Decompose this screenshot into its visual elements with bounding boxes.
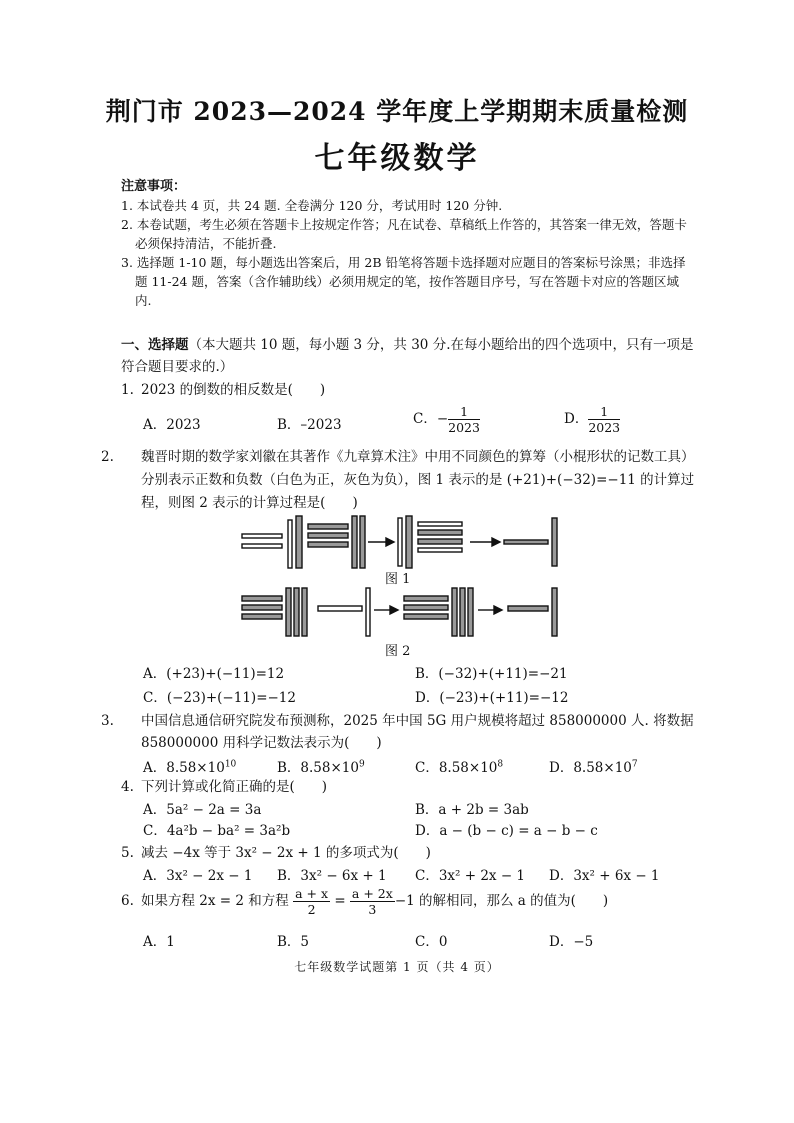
question-number: 6.: [121, 893, 134, 909]
option-a: A．$8.58\times 10^{10}$: [143, 759, 237, 776]
question-stem: 魏晋时期的数学家刘徽在其著作《九章算术注》中用不同颜色的算筹（小棍形状的记数工具）分别表示正数和负数（白色为正，灰色为负），图 1 表示的是 (+21)+(−32)=−11 的计算过程，则图 2 表示的计算过程是( ): [141, 449, 695, 511]
question-stem: 减去 −4x 等于 3x² − 2x + 1 的多项式为( ): [141, 845, 431, 861]
question-number: 4.: [121, 779, 134, 795]
question-stem: 下列计算或化简正确的是( ): [141, 779, 328, 795]
exam-title: 荆门市 2023—2024 学年度上学期期末质量检测: [105, 97, 689, 126]
subject-title: 七年级数学: [314, 141, 480, 176]
question-2-options-row2: [143, 686, 703, 708]
notes-heading: 注意事项：: [121, 179, 187, 194]
question-number: 2.: [101, 449, 114, 465]
fraction: $\frac{1}{2023}$: [588, 404, 621, 435]
fraction: $\frac{a + x}{2}$: [295, 886, 329, 917]
question-number: 3.: [101, 713, 114, 729]
option-b: B．$8.58\times 10^9$: [277, 759, 365, 776]
section-desc: （本大题共 10 题，每小题 3 分，共 30 分.在每小题给出的四个选项中，只有一项是符合题目要求的.）: [121, 337, 694, 375]
option-c: C．0: [415, 934, 448, 950]
question-4-options-row2: [143, 819, 703, 841]
figure-2-caption: 图 2: [385, 644, 411, 659]
question-number: 1.: [121, 382, 134, 398]
option-b: B．–2023: [277, 417, 342, 433]
fraction: $\frac{1}{2023}$: [448, 404, 480, 435]
option-c: C．3x² + 2x − 1: [415, 868, 526, 884]
option-d: D．−5: [549, 934, 594, 950]
note-item: 2. 本卷试题，考生必须在答题卡上按规定作答；凡在试卷、草稿纸上作答的，其答案一律无效，答题卡必须保持清洁，不能折叠.: [121, 217, 687, 251]
question-stem: 中国信息通信研究院发布预测称，2025 年中国 5G 用户规模将超过 858000000 人. 将数据 858000000 用科学记数法表示为( ): [141, 713, 694, 751]
question-stem: 2023 的倒数的相反数是( ): [141, 382, 326, 398]
option-b: B．(−32)+(+11)=−21: [415, 666, 568, 682]
fraction: $\frac{a + 2x}{3}$: [351, 886, 393, 917]
option-a: A．5a² − 2a = 3a: [143, 802, 262, 818]
question-5: [121, 842, 701, 864]
question-3-options: [143, 756, 703, 778]
question-3: [101, 710, 701, 754]
option-a: A．2023: [143, 417, 201, 433]
question-6-options: [143, 930, 703, 952]
question-5-options: [143, 864, 703, 886]
option-c: C．(−23)+(−11)=−12: [143, 690, 296, 706]
note-item: 3. 选择题 1-10 题，每小题选出答案后，用 2B 铅笔将答题卡选择题对应题目的答案标号涂黑；非选择题 11-24 题，答案（含作辅助线）必须用规定的笔，按作答题目序号，写在答题卡对应的答题区域内.: [121, 255, 686, 308]
question-stem: 如果方程 2x = 2 和方程: [141, 893, 289, 909]
option-c: C．$8.58\times 10^8$: [415, 759, 504, 776]
figure-2-counting-rods: [238, 582, 568, 640]
option-d: D．(−23)+(+11)=−12: [415, 690, 569, 706]
option-b: B．3x² − 6x + 1: [277, 868, 387, 884]
question-2-options-row1: [143, 662, 703, 684]
option-a: A．3x² − 2x − 1: [143, 868, 253, 884]
option-b: B．a + 2b = 3ab: [415, 802, 529, 818]
section-heading: [121, 334, 701, 378]
option-c: C．− $\frac{1}{2023}$: [413, 404, 480, 435]
option-a: A．1: [143, 934, 175, 950]
option-b: B．5: [277, 934, 310, 950]
option-d: D．$8.58\times 10^7$: [549, 759, 638, 776]
figure-1-caption: 图 1: [385, 572, 411, 587]
question-6: 6. 如果方程 2x = 2 和方程 $\frac{a + x}{2}$ = $\frac{a + 2x}{3}$ −1 的解相同，那么 a 的值为( ): [121, 886, 609, 917]
page-footer: 七年级数学试题第 1 页（共 4 页）: [294, 960, 500, 974]
question-number: 5.: [121, 845, 134, 861]
question-4: [121, 776, 701, 798]
option-a: A．(+23)+(−11)=12: [143, 666, 285, 682]
option-d: D．a − (b − c) = a − b − c: [415, 823, 598, 839]
notes-block: [121, 177, 691, 310]
question-1: [121, 379, 701, 401]
section-label: 一、选择题: [121, 337, 189, 353]
question-stem-cont: −1 的解相同，那么 a 的值为( ): [394, 893, 609, 909]
figure-1-counting-rods: [238, 512, 568, 570]
option-d: D．3x² + 6x − 1: [549, 868, 660, 884]
option-d: D． $\frac{1}{2023}$: [564, 404, 621, 435]
question-1-options: [143, 404, 703, 435]
note-item: 1. 本试卷共 4 页，共 24 题. 全卷满分 120 分，考试用时 120 分钟.: [121, 198, 503, 213]
question-4-options-row1: [143, 798, 703, 820]
question-2: [101, 446, 701, 515]
option-c: C．4a²b − ba² = 3a²b: [143, 823, 291, 839]
